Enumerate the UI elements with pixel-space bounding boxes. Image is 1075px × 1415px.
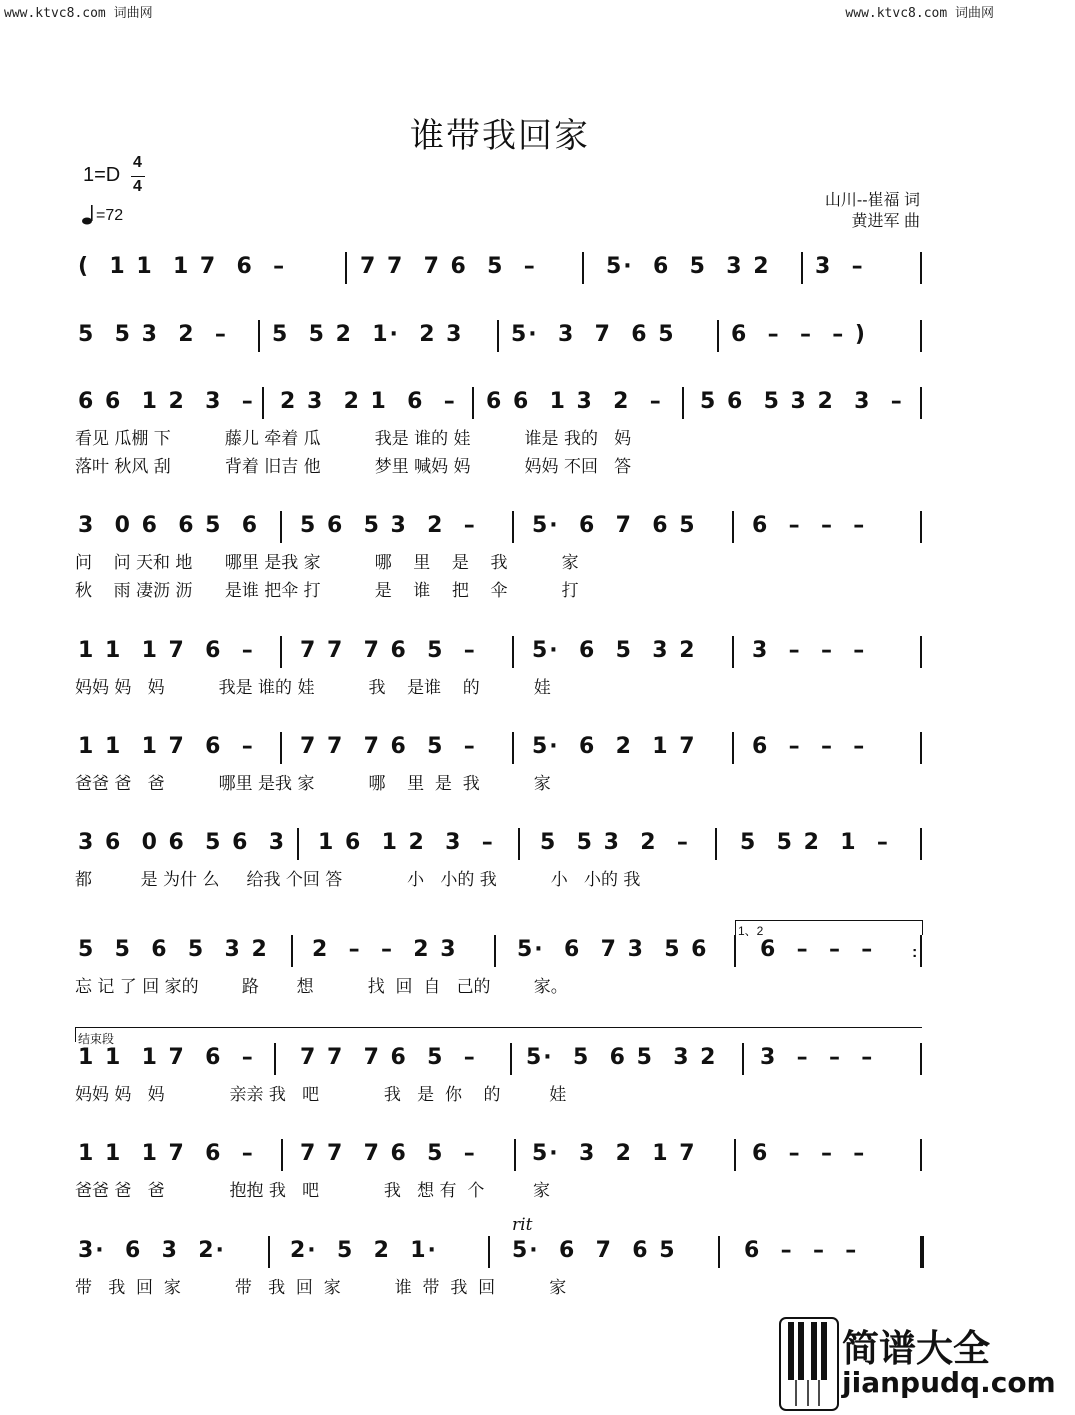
measure: 6 – – – — [752, 1141, 867, 1166]
song-title: 谁带我回家 — [410, 116, 590, 156]
barline — [920, 387, 922, 419]
barline — [920, 828, 922, 860]
measure: 7 7 7 6 5 – — [300, 638, 477, 663]
measure: 3 – – – — [752, 638, 867, 663]
barline — [514, 1139, 516, 1171]
measure: 1 6 1 2 3 – — [318, 830, 495, 855]
notes-line — [0, 828, 1000, 868]
measure: 3 – — [815, 254, 865, 279]
notes-line — [0, 387, 1000, 427]
measure: 1 1 1 7 6 – — [78, 1045, 255, 1070]
measure: 3 0 6 6 5 6 — [78, 513, 260, 538]
barline — [512, 636, 514, 668]
barline — [801, 252, 803, 284]
measure: 6 – – – — [744, 1238, 859, 1263]
time-signature-divider — [131, 176, 145, 177]
lyric-line: 妈妈 妈 妈 我是 谁的 娃 我 是谁 的 娃 — [75, 678, 551, 698]
measure: 5 6 5 3 2 – — [300, 513, 477, 538]
measure: 5 5 2 1· 2 3 — [272, 322, 464, 347]
measure: 5· 6 5 3 2 — [606, 254, 771, 279]
final-barline — [920, 1236, 924, 1268]
measure: 6 – – – ) — [731, 322, 867, 347]
lyric-line: 爸爸 爸 爸 抱抱 我 吧 我 想 有 个 家 — [75, 1181, 550, 1201]
lyric-line: 看见 瓜棚 下 藤儿 牵着 瓜 我是 谁的 娃 谁是 我的 妈 — [75, 429, 632, 449]
lyric-line: 妈妈 妈 妈 亲亲 我 吧 我 是 你 的 娃 — [75, 1085, 567, 1105]
measure: 3· 6 3 2· — [78, 1238, 226, 1263]
time-signature-bottom: 4 — [133, 178, 142, 195]
barline — [488, 1236, 490, 1268]
barline — [512, 732, 514, 764]
lyric-line: 带 我 回 家 带 我 回 家 谁 带 我 回 家 — [75, 1278, 567, 1298]
measure: 1 1 1 7 6 – — [78, 1141, 255, 1166]
barline — [920, 1139, 922, 1171]
measure: 5 5 3 2 – — [540, 830, 690, 855]
barline — [920, 252, 922, 284]
barline — [512, 511, 514, 543]
measure: 6 6 1 3 2 – — [486, 389, 663, 414]
notes-line — [0, 320, 1000, 360]
measure: 2· 5 2 1· — [290, 1238, 438, 1263]
ritardando-mark: rit — [512, 1215, 533, 1235]
barline — [258, 320, 260, 352]
measure: 3 6 0 6 5 6 3 — [78, 830, 287, 855]
notes-line — [0, 732, 1000, 772]
measure: 1 1 1 7 6 – — [78, 734, 255, 759]
measure: 7 7 7 6 5 – — [300, 1045, 477, 1070]
lyric-line: 爸爸 爸 爸 哪里 是我 家 哪 里 是 我 家 — [75, 774, 551, 794]
measure: 6 6 1 2 3 – — [78, 389, 255, 414]
barline — [920, 636, 922, 668]
barline — [920, 320, 922, 352]
logo-name: 简谱大全 — [842, 1328, 990, 1369]
barline — [732, 732, 734, 764]
barline — [717, 320, 719, 352]
measure: 5· 3 7 6 5 — [511, 322, 676, 347]
barline — [494, 935, 496, 967]
barline — [280, 511, 282, 543]
measure: ( 1 1 1 7 6 – — [78, 254, 287, 279]
measure: 7 7 7 6 5 – — [360, 254, 537, 279]
measure: 6 – – – — [752, 513, 867, 538]
barline — [281, 1139, 283, 1171]
barline — [734, 935, 736, 967]
time-signature-top: 4 — [133, 154, 142, 171]
barline — [920, 1043, 922, 1075]
measure: 2 – – 2 3 — [312, 937, 458, 962]
barline — [582, 252, 584, 284]
notes-line — [0, 1139, 1000, 1179]
barline — [715, 828, 717, 860]
barline — [345, 252, 347, 284]
measure: 6 – – – — [752, 734, 867, 759]
measure: 5· 6 7 3 5 6 — [517, 937, 709, 962]
watermark-left: www.ktvc8.com 词曲网 — [4, 6, 153, 21]
barline — [920, 511, 922, 543]
measure: 5 5 6 5 3 2 — [78, 937, 269, 962]
notes-line — [0, 252, 1000, 292]
measure: 2 3 2 1 6 – — [280, 389, 457, 414]
barline — [718, 1236, 720, 1268]
barline — [920, 935, 922, 967]
barline — [497, 320, 499, 352]
barline — [732, 511, 734, 543]
quarter-note-icon — [82, 204, 96, 226]
notes-line — [0, 935, 1000, 975]
barline — [510, 1043, 512, 1075]
measure: 5· 3 2 1 7 — [532, 1141, 697, 1166]
lyric-line: 问 问 天和 地 哪里 是我 家 哪 里 是 我 家 — [75, 553, 579, 573]
measure: 7 7 7 6 5 – — [300, 1141, 477, 1166]
notes-line — [0, 636, 1000, 676]
measure: 5 5 2 1 – — [740, 830, 890, 855]
lyric-line: 秋 雨 凄沥 沥 是谁 把伞 打 是 谁 把 伞 打 — [75, 581, 579, 601]
barline — [280, 636, 282, 668]
repeat-dots-icon: : — [912, 944, 918, 961]
lyricist-credit: 山川--崔福 词 — [824, 192, 920, 209]
barline — [682, 387, 684, 419]
measure: 5· 6 7 6 5 — [512, 1238, 677, 1263]
logo-url: jianpudq.com — [842, 1366, 1056, 1399]
measure: 7 7 7 6 5 – — [300, 734, 477, 759]
volta-bracket — [735, 920, 923, 935]
measure: 5 6 5 3 2 3 – — [700, 389, 904, 414]
measure: 6 – – – — [760, 937, 875, 962]
measure: 1 1 1 7 6 – — [78, 638, 255, 663]
lyric-line: 都 是 为什 么 给我 个回 答 小 小的 我 小 小的 我 — [75, 870, 641, 890]
measure: 5· 5 6 5 3 2 — [526, 1045, 718, 1070]
measure: 5 5 3 2 – — [78, 322, 228, 347]
barline — [262, 387, 264, 419]
barline — [280, 732, 282, 764]
tempo-marking: =72 — [96, 207, 124, 224]
watermark-right: www.ktvc8.com 词曲网 — [845, 6, 994, 21]
lyric-line: 落叶 秋风 刮 背着 旧吉 他 梦里 喊妈 妈 妈妈 不回 答 — [75, 457, 632, 477]
measure: 5· 6 5 3 2 — [532, 638, 697, 663]
notes-line — [0, 511, 1000, 551]
barline — [518, 828, 520, 860]
barline — [732, 636, 734, 668]
barline — [291, 935, 293, 967]
measure: 5· 6 7 6 5 — [532, 513, 697, 538]
lyric-line: 忘 记 了 回 家的 路 想 找 回 自 己的 家。 — [75, 977, 568, 997]
volta-label: 1、2 — [738, 924, 764, 938]
key-signature: 1=D — [83, 164, 121, 186]
barline — [297, 828, 299, 860]
notes-line — [0, 1043, 1000, 1083]
barline — [920, 732, 922, 764]
ending-bracket — [75, 1027, 922, 1042]
barline — [274, 1043, 276, 1075]
barline — [742, 1043, 744, 1075]
ending-label: 结束段 — [78, 1032, 115, 1046]
measure: 3 – – – — [760, 1045, 875, 1070]
composer-credit: 黄进军 曲 — [851, 213, 920, 230]
barline — [472, 387, 474, 419]
barline — [268, 1236, 270, 1268]
barline — [734, 1139, 736, 1171]
measure: 5· 6 2 1 7 — [532, 734, 697, 759]
notes-line — [0, 1236, 1000, 1276]
